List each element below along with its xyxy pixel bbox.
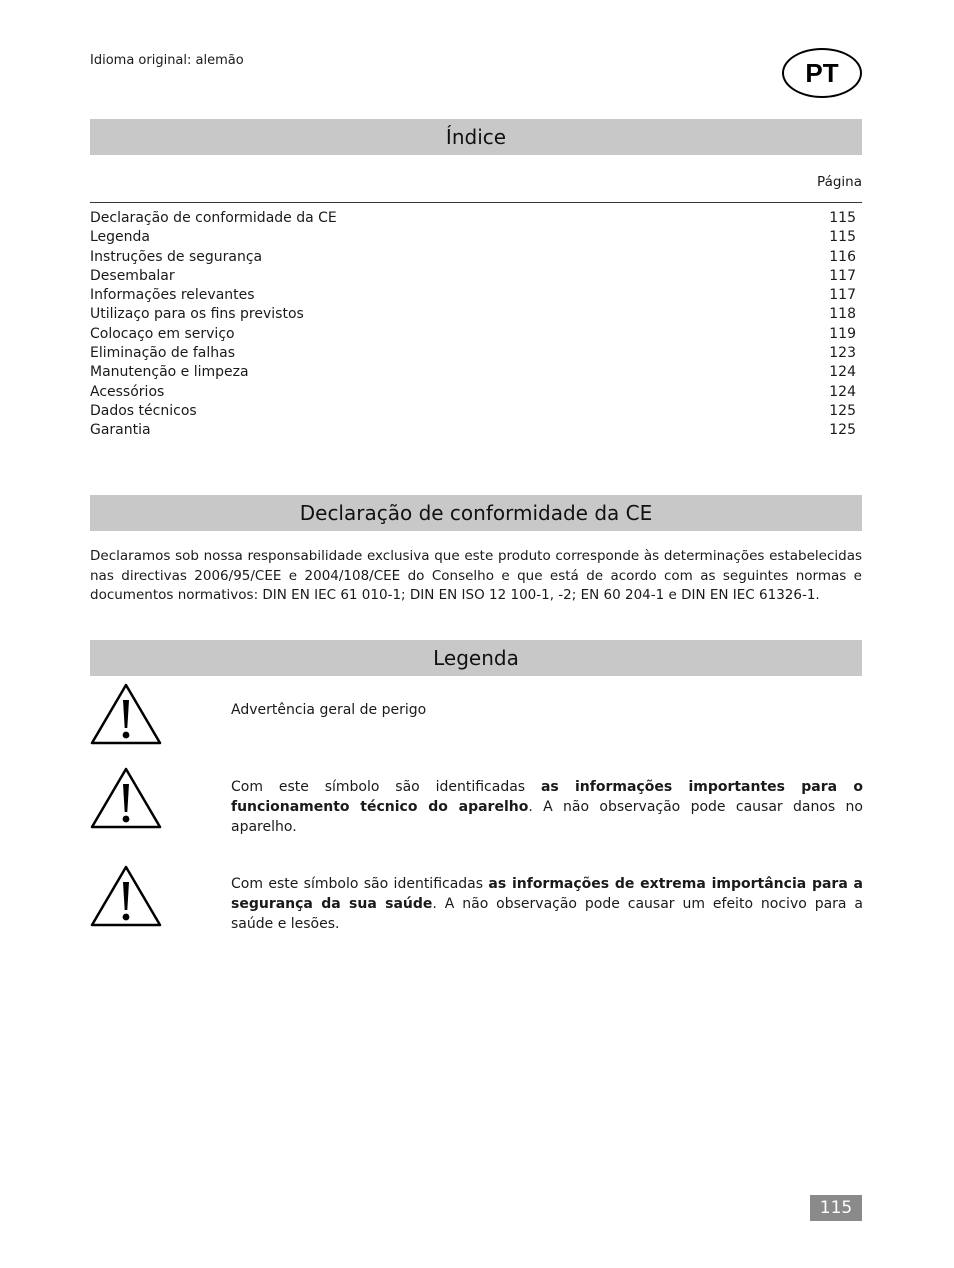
toc-entry[interactable]: [90, 305, 856, 324]
page-number: 115: [810, 1195, 862, 1221]
toc-entry-page: 125: [829, 402, 856, 419]
toc-entry-label: Desembalar: [90, 267, 175, 284]
warning-triangle-icon: [90, 682, 162, 746]
toc-entry-page: 119: [829, 325, 856, 342]
toc-entry-label: Instruções de segurança: [90, 248, 263, 265]
toc-entry[interactable]: [90, 228, 856, 247]
ce-declaration-heading: Declaração de conformidade da CE: [90, 495, 862, 531]
toc-entry-label: Declaração de conformidade da CE: [90, 210, 337, 226]
legend-item-general-warning: Advertência geral de perigo: [231, 702, 427, 718]
toc-entry[interactable]: [90, 248, 856, 267]
warning-triangle-icon: [90, 766, 162, 830]
legend-item-device-info: [231, 777, 863, 837]
toc-entry-label: Informações relevantes: [90, 287, 255, 304]
toc-entry-label: Colocaço em serviço: [90, 325, 235, 342]
toc-entry[interactable]: [90, 325, 856, 344]
toc-entry-label: Dados técnicos: [90, 402, 197, 419]
toc-entry[interactable]: [90, 363, 856, 382]
toc-entry[interactable]: [90, 209, 856, 228]
toc-entry-page: 118: [829, 306, 856, 323]
legend-text-bold: as informações importantes para o funcionamento técnico do aparelho: [231, 779, 863, 815]
legend-text-pre: Com este símbolo são identificadas: [231, 779, 541, 795]
toc-heading: Índice: [90, 119, 862, 155]
toc-list: [90, 209, 856, 441]
toc-entry-label: Garantia: [90, 422, 151, 439]
legend-text-bold: as informações de extrema importância para a segurança da sua saúde: [231, 876, 864, 912]
toc-entry[interactable]: [90, 402, 856, 421]
toc-entry-label: Acessórios: [90, 383, 165, 400]
toc-entry[interactable]: [90, 286, 856, 305]
ce-declaration-text: Declaramos sob nossa responsabilidade exclusiva que este produto corresponde às determinações estabelecidas nas directivas 2006/95/CEE e 2004/108/CEE do Conselho e que está de acordo com as seguintes normas e documentos normativos: DIN EN IEC 61 010-1; DIN EN ISO 12 100-1, -2; EN 60 204-1 e DIN EN IEC 61326-1.: [90, 548, 862, 603]
toc-page-column-label: Página: [817, 174, 862, 190]
toc-entry-page: 115: [829, 210, 856, 226]
legend-text-post: . A não observação pode causar danos no aparelho.: [231, 799, 863, 835]
toc-entry-page: 123: [829, 345, 856, 362]
toc-entry[interactable]: [90, 267, 856, 286]
legend-text-post: . A não observação pode causar um efeito nocivo para a saúde e lesões.: [231, 896, 864, 932]
toc-entry-page: 124: [829, 383, 856, 400]
legend-heading: Legenda: [90, 640, 862, 676]
toc-entry-page: 117: [829, 287, 856, 304]
toc-entry-page: 124: [829, 364, 856, 381]
warning-triangle-icon: [90, 864, 162, 928]
toc-entry-label: Manutenção e limpeza: [90, 364, 249, 381]
toc-entry-page: 115: [829, 229, 856, 246]
toc-entry-page: 117: [829, 267, 856, 284]
original-language-note: Idioma original: alemão: [90, 53, 244, 68]
toc-entry-page: 116: [829, 248, 856, 265]
language-badge: PT: [782, 48, 862, 98]
toc-entry-label: Eliminação de falhas: [90, 345, 235, 362]
toc-entry[interactable]: [90, 344, 856, 363]
legend-item-health-info: [231, 874, 863, 934]
toc-entry[interactable]: [90, 383, 856, 402]
toc-entry-label: Utilizaço para os fins previstos: [90, 306, 304, 323]
toc-divider: [90, 202, 862, 203]
toc-entry[interactable]: [90, 421, 856, 440]
toc-entry-page: 125: [829, 422, 856, 439]
toc-entry-label: Legenda: [90, 229, 151, 246]
legend-text-pre: Com este símbolo são identificadas: [231, 876, 489, 892]
